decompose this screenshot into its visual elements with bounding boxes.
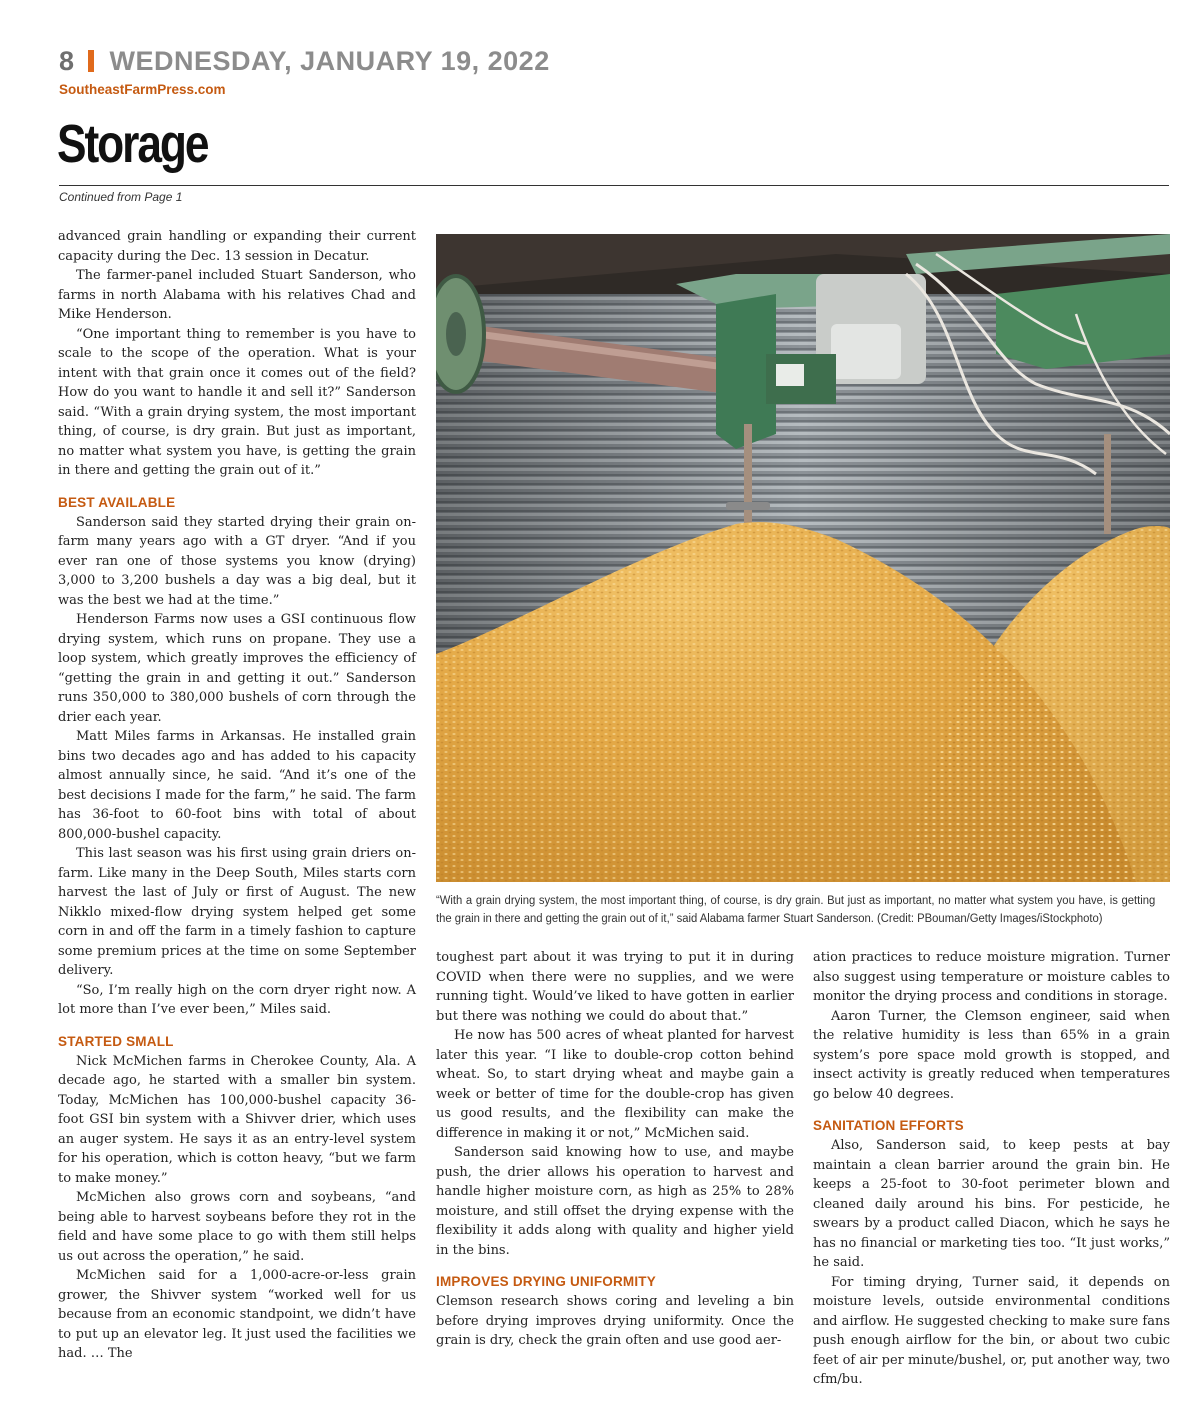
- page-title: Storage: [57, 114, 208, 174]
- paragraph: Matt Miles farms in Arkansas. He installed grain bins two decades ago and has added to his capacity almost annually since, he said. “And it’s one of the best decisions I made for the farm,” he said. The farm has 36-foot to 60-foot bins with total of about 800,000-bushel capacity.: [58, 729, 416, 842]
- paragraph: “So, I’m really high on the corn dryer right now. A lot more than I’ve ever been,” Miles said.: [58, 982, 416, 1017]
- website-link[interactable]: SoutheastFarmPress.com: [59, 82, 226, 97]
- header-separator: [88, 50, 94, 72]
- paragraph: McMichen also grows corn and soybeans, “and being able to harvest soybeans before they rot in the field and have some place to go with them still helps us out across the operation,” he said.: [58, 1190, 416, 1264]
- paragraph: Sanderson said they started drying their grain on-farm many years ago with a GT dryer. “And if you ever ran one of those systems you know (drying) 3,000 to 3,200 bushels a day was a big deal, but it was the best we had at the time.”: [58, 514, 416, 608]
- section-heading-best-available: BEST AVAILABLE: [58, 494, 176, 510]
- paragraph: advanced grain handling or expanding their current capacity during the Dec. 13 session in Decatur.: [58, 229, 416, 264]
- paragraph: toughest part about it was trying to put it in during COVID when there were no supplies, and we were running tight. Would’ve liked to have gotten in earlier but there was nothing we could do about that.”: [436, 950, 794, 1024]
- paragraph: He now has 500 acres of wheat planted for harvest later this year. “I like to double-crop cotton behind wheat. So, to start drying wheat and maybe gain a week or better of time for the double-crop has given us good results, and the flexibility can make the difference in making it or not,” McMichen said.: [436, 1028, 794, 1141]
- paragraph: The farmer-panel included Stuart Sanderson, who farms in north Alabama with his relatives Chad and Mike Henderson.: [58, 268, 416, 322]
- paragraph: Sanderson said knowing how to use, and maybe push, the drier allows his operation to harvest and handle higher moisture corn, as high as 25% to 28% moisture, and still offset the drying expense with the flexibility it adds along with quality and higher yield in the bins.: [436, 1145, 794, 1258]
- paragraph: “One important thing to remember is you have to scale to the scope of the operation. What is your intent with that grain once it comes out of the field? How do you want to handle it and sell it?” Sanderson said. “With a grain drying system, the most important thing, of course, is dry grain. But just as important, no matter what system you have, is getting the grain in there and getting the grain out of it.”: [58, 326, 416, 478]
- issue-date: WEDNESDAY, JANUARY 19, 2022: [109, 46, 550, 76]
- page-header: [59, 46, 550, 77]
- title-rule: [59, 185, 1169, 186]
- paragraph: Clemson research shows coring and leveling a bin before drying improves drying uniformity. Once the grain is dry, check the grain often and use good aer-: [436, 1294, 794, 1348]
- section-heading-started-small: STARTED SMALL: [58, 1033, 174, 1049]
- paragraph: Henderson Farms now uses a GSI continuous flow drying system, which runs on propane. They use a loop system, which greatly improves the efficiency of “getting the grain in and getting it out.” Sanderson runs 350,000 to 380,000 bushels of corn through the drier each year.: [58, 612, 416, 725]
- photo-caption: “With a grain drying system, the most important thing, of course, is dry grain. But just as important, no matter what system you have, is getting the grain in there and getting the grain out of it,” said Alabama farmer Stuart Sanderson. (Credit: PBouman/Getty Images/iStockphoto): [436, 895, 1156, 925]
- paragraph: Aaron Turner, the Clemson engineer, said when the relative humidity is less than 65% in a grain system’s pore space mold growth is stopped, and insect activity is greatly reduced when temperatures go below 40 degrees.: [813, 1008, 1170, 1102]
- paragraph: Also, Sanderson said, to keep pests at bay maintain a clean barrier around the grain bin. He keeps a 25-foot to 30-foot perimeter blown and cleaned daily around his bins. For pesticide, he swears by a product called Diacon, which he says he has no financial or marketing ties too. “It just works,” he said.: [813, 1138, 1170, 1270]
- article-column-2: [436, 948, 794, 1351]
- paragraph: This last season was his first using grain driers on-farm. Like many in the Deep South, Miles starts corn harvest the last of July or first of August. The new Nikklo mixed-flow drying system helped get some corn in and off the farm in a timely fashion to capture some premium prices at the time on some September delivery.: [58, 846, 416, 978]
- grain-bin-photo: [436, 234, 1170, 882]
- paragraph: McMichen said for a 1,000-acre-or-less grain grower, the Shivver system “worked well for us because from an economic standpoint, we didn’t have to put up an elevator leg. It just used the facilities we had. … The: [58, 1268, 416, 1361]
- article-column-3: [813, 948, 1170, 1390]
- article-column-1: [58, 227, 416, 1364]
- paragraph: For timing drying, Turner said, it depends on moisture levels, outside environmental conditions and airflow. He suggested checking to make sure fans push enough airflow for the bin, or about two cubic feet of air per minute/bushel, or, put another way, two cfm/bu.: [813, 1274, 1170, 1387]
- section-heading-sanitation: SANITATION EFFORTS: [813, 1118, 964, 1133]
- continued-note: Continued from Page 1: [59, 190, 183, 204]
- paragraph: Nick McMichen farms in Cherokee County, Ala. A decade ago, he started with a smaller bin system. Today, McMichen has 100,000-bushel capacity 36-foot GSI bin system with a Shivver drier, which uses an auger system. He says it as an entry-level system for his operation, which is cotton heavy, “but we farm to make money.”: [58, 1053, 416, 1186]
- section-heading-improves-drying: IMPROVES DRYING UNIFORMITY: [436, 1274, 656, 1289]
- page-number: 8: [59, 46, 75, 76]
- paragraph: ation practices to reduce moisture migration. Turner also suggest using temperature or moisture cables to monitor the drying process and conditions in storage.: [813, 950, 1170, 1004]
